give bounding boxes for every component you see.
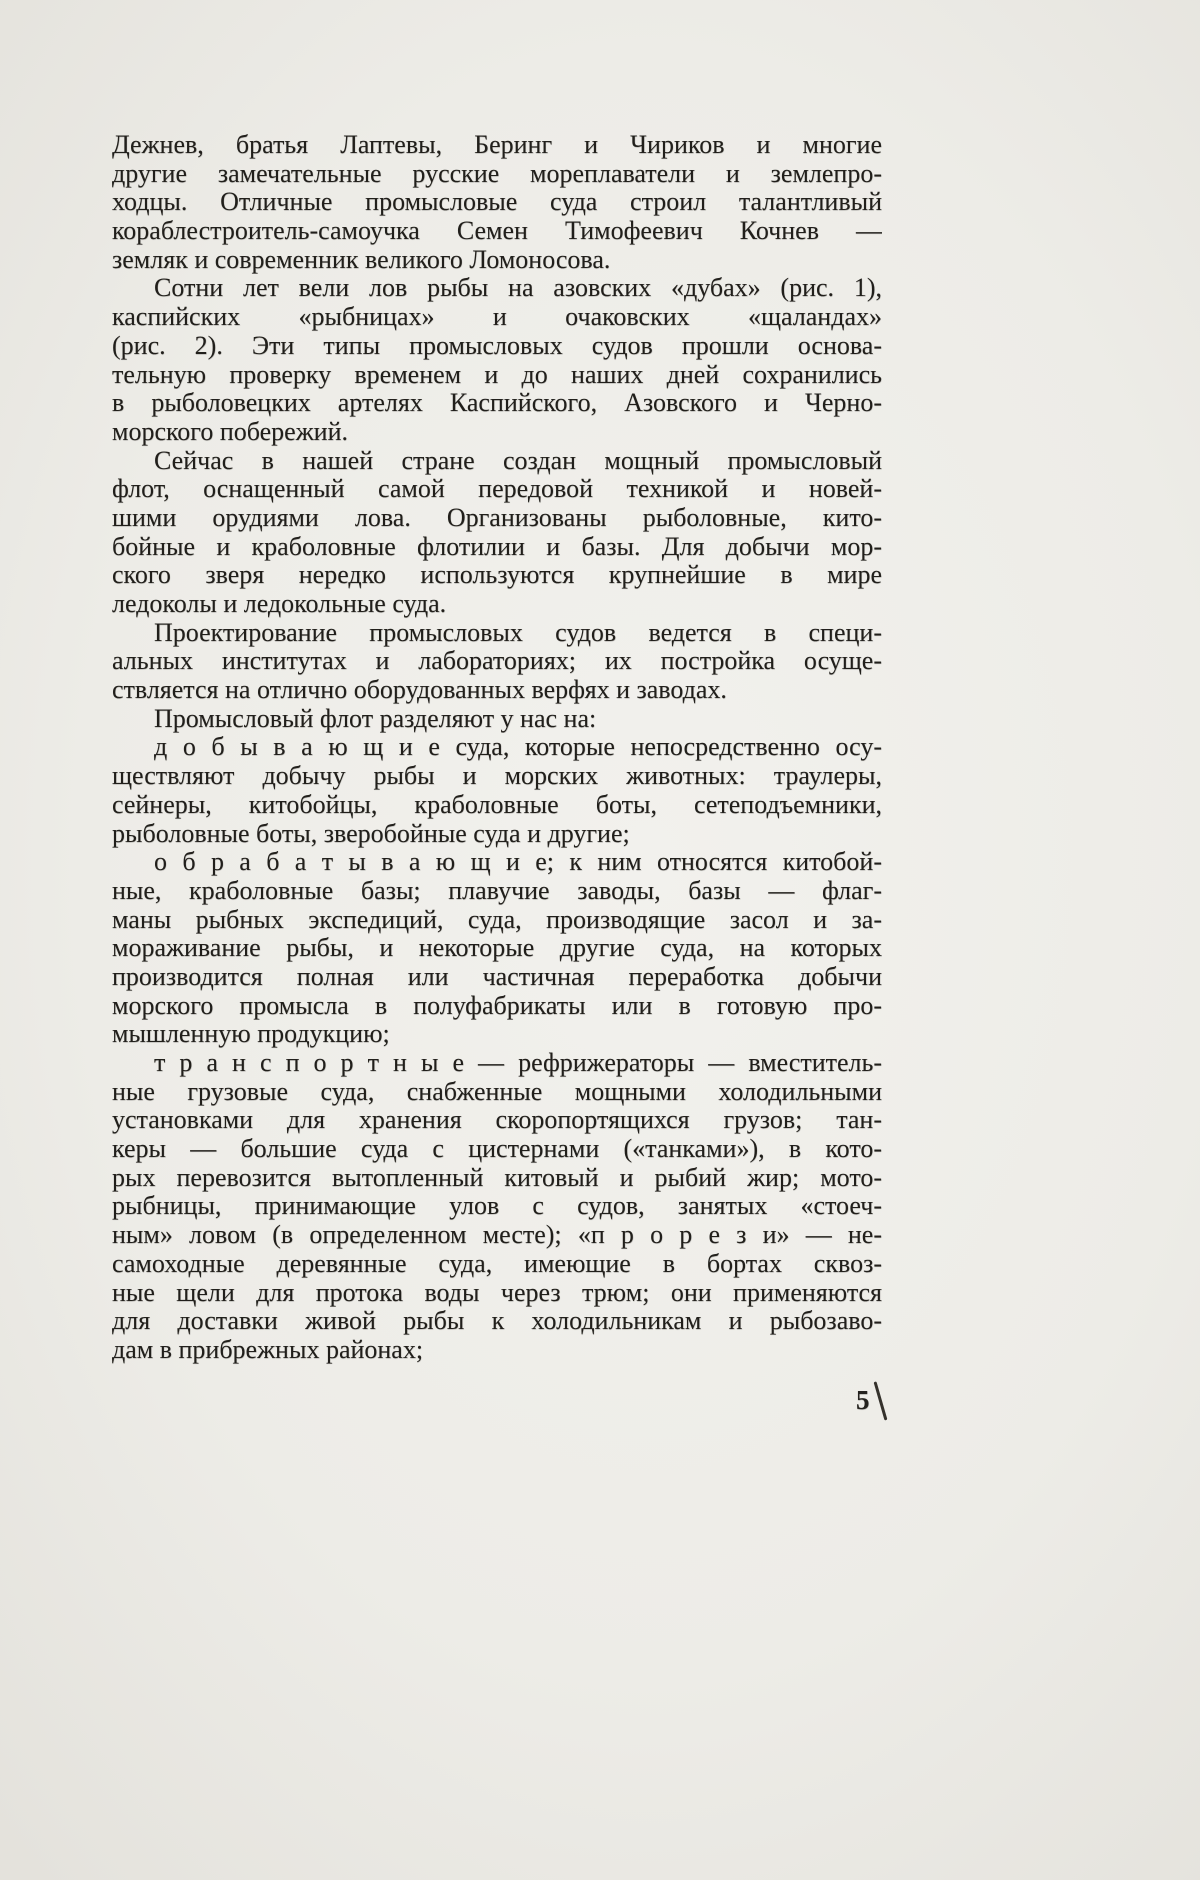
text-line: маны рыбных экспедиций, суда, производящие засол и за- [112, 905, 882, 934]
text-line: ные щели для протока воды через трюм; они применяются [112, 1278, 882, 1307]
text-line: Промысловый флот разделяют у нас на: [154, 704, 597, 733]
text-line: керы — большие суда с цистернами («танками»), в кото- [112, 1135, 882, 1164]
text-line: д о б ы в а ю щ и е суда, которые непосредственно осу- [154, 733, 882, 762]
text-line: (рис. 2). Эти типы промысловых судов прошли основа- [112, 331, 882, 360]
text-line: дам в прибрежных районах; [112, 1335, 424, 1364]
text-line: бойные и краболовные флотилии и базы. Для добычи мор- [112, 532, 882, 561]
text-line: морского побережий. [112, 417, 348, 446]
text-line: самоходные деревянные суда, имеющие в бортах сквоз- [112, 1249, 882, 1278]
text-line: Сотни лет вели лов рыбы на азовских «дубах» (рис. 1), [154, 274, 882, 303]
page-number: 5 [856, 1385, 870, 1415]
text-line: ходцы. Отличные промысловые суда строил талантливый [112, 188, 882, 217]
text-line: ледоколы и ледокольные суда. [112, 590, 447, 618]
text-line: ствляется на отлично оборудованных верфях и заводах. [112, 676, 727, 705]
text-line: мышленную продукцию; [112, 1020, 390, 1049]
ink-stroke-artifact [874, 1381, 887, 1420]
text-line: морского промысла в полуфабрикаты или в готовую про- [112, 991, 882, 1020]
text-line: кораблестроитель-самоучка Семен Тимофеевич Кочнев — [112, 217, 882, 246]
text-line: земляк и современник великого Ломоносова. [112, 245, 611, 274]
text-line: производится полная или частичная переработка добычи [112, 962, 882, 991]
text-line: рыболовные боты, зверобойные суда и другие; [112, 819, 630, 848]
text-line: о б р а б а т ы в а ю щ и е; к ним относятся китобой- [154, 848, 882, 877]
text-line: мораживание рыбы, и некоторые другие суда, на которых [112, 934, 882, 963]
text-line: другие замечательные русские мореплаватели и землепро- [112, 159, 882, 188]
text-line: ные, краболовные базы; плавучие заводы, базы — флаг- [112, 876, 882, 905]
text-line: Дежнев, братья Лаптевы, Беринг и Чириков и многие [112, 131, 882, 159]
text-line: ным» ловом (в определенном месте); «п р о р е з и» — не- [112, 1221, 882, 1250]
text-line: для доставки живой рыбы к холодильникам и рыбозаво- [112, 1307, 882, 1336]
body-text-block [112, 131, 882, 1365]
text-line: ществляют добычу рыбы и морских животных: траулеры, [112, 762, 882, 791]
text-line: шими орудиями лова. Организованы рыболовные, кито- [112, 503, 882, 532]
text-line: в рыболовецких артелях Каспийского, Азовского и Черно- [112, 389, 882, 418]
text-line: установками для хранения скоропортящихся грузов; тан- [112, 1106, 882, 1135]
text-line: рыбницы, принимающие улов с судов, занятых «стоеч- [112, 1192, 882, 1221]
text-line: сейнеры, китобойцы, краболовные боты, сетеподъемники, [112, 790, 882, 819]
text-line: т р а н с п о р т н ы е — рефрижераторы — вместитель- [154, 1049, 882, 1077]
text-line: ные грузовые суда, снабженные мощными холодильными [112, 1077, 882, 1106]
text-line: ского зверя нередко используются крупнейшие в мире [112, 561, 882, 590]
text-line: тельную проверку временем и до наших дней сохранились [112, 360, 882, 389]
text-line: альных институтах и лабораториях; их постройка осуще- [112, 647, 882, 676]
text-line: флот, оснащенный самой передовой техникой и новей- [112, 475, 882, 504]
text-line: Сейчас в нашей стране создан мощный промысловый [154, 446, 882, 475]
text-line: Проектирование промысловых судов ведется в специ- [154, 618, 882, 647]
text-line: каспийских «рыбницах» и очаковских «щаландах» [112, 303, 882, 332]
text-line: рых перевозится вытопленный китовый и рыбий жир; мото- [112, 1163, 882, 1192]
